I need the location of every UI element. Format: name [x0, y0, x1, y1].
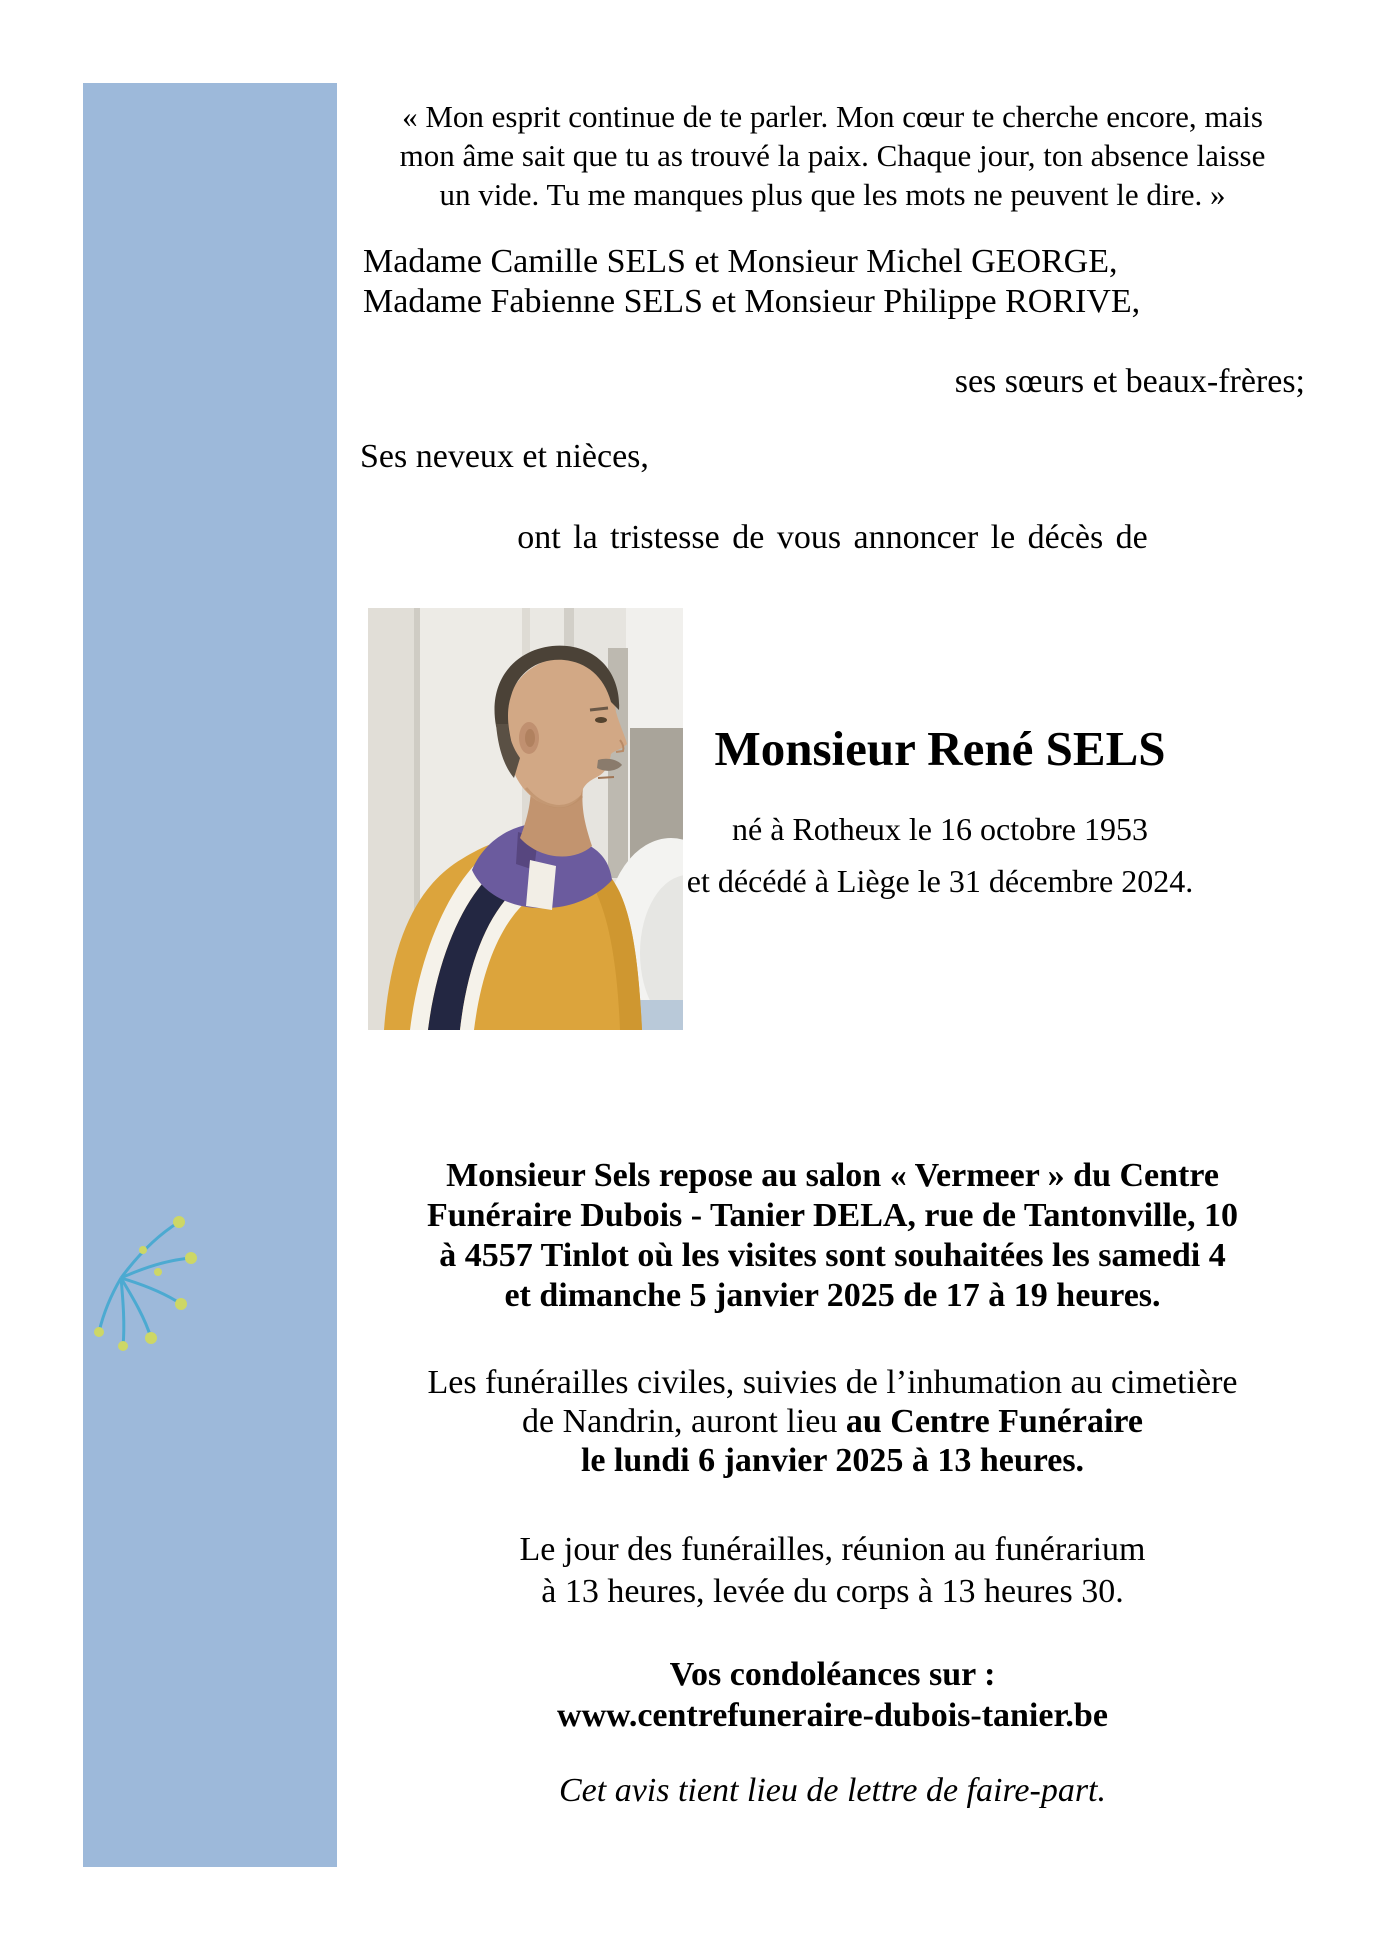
flower-stamens-graphic — [83, 1180, 233, 1370]
flower-bokeh-background — [83, 83, 337, 1867]
deceased-name: Monsieur René SELS — [714, 721, 1166, 776]
funeral-line — [360, 1402, 1305, 1441]
visitation-paragraph — [360, 1156, 1305, 1316]
flower-strip-image — [83, 83, 337, 1867]
gathering-line: Le jour des funérailles, réunion au funérarium — [519, 1531, 1146, 1568]
gathering-paragraph — [360, 1529, 1305, 1613]
condolences-label: Vos condoléances sur : — [669, 1656, 996, 1693]
funeral-line: Les funérailles civiles, suivies de l’inhumation au cimetière — [427, 1364, 1238, 1401]
family-name-line: Madame Camille SELS et Monsieur Michel GEORGE, — [363, 243, 1118, 280]
nephews-line: Ses neveux et nièces, — [360, 438, 649, 475]
condolences-block — [360, 1654, 1305, 1736]
quote-line: un vide. Tu me manques plus que les mots ne peuvent le dire. » — [439, 177, 1226, 212]
relation-line: ses sœurs et beaux-frères; — [954, 363, 1305, 400]
birth-line: né à Rotheux le 16 octobre 1953 — [732, 811, 1148, 847]
gathering-line: à 13 heures, levée du corps à 13 heures 30. — [541, 1573, 1124, 1610]
death-line: et décédé à Liège le 31 décembre 2024. — [686, 863, 1194, 899]
funeral-line-bold: au Centre Funéraire — [845, 1403, 1143, 1440]
family-names — [363, 242, 1308, 322]
quote-line: mon âme sait que tu as trouvé la paix. Chaque jour, ton absence laisse — [399, 138, 1266, 173]
condolences-website: www.centrefuneraire-dubois-tanier.be — [557, 1697, 1108, 1734]
visitation-line: à 4557 Tinlot où les visites sont souhaitées les samedi 4 — [439, 1237, 1226, 1274]
memorial-quote — [360, 97, 1305, 214]
visitation-line: Monsieur Sels repose au salon « Vermeer » du Centre — [446, 1157, 1219, 1194]
portrait-photo-graphic — [368, 608, 683, 1030]
visitation-line: et dimanche 5 janvier 2025 de 17 à 19 heures. — [504, 1277, 1161, 1314]
portrait-photo — [368, 608, 683, 1030]
family-name-line: Madame Fabienne SELS et Monsieur Philippe RORIVE, — [363, 283, 1141, 320]
funeral-line-regular: de Nandrin, auront lieu — [522, 1403, 846, 1440]
visitation-line: Funéraire Dubois - Tanier DELA, rue de Tantonville, 10 — [426, 1197, 1239, 1234]
announcement-line: ont la tristesse de vous annoncer le décès de — [517, 519, 1148, 556]
legal-notice: Cet avis tient lieu de lettre de faire-part. — [558, 1772, 1107, 1809]
funeral-line: le lundi 6 janvier 2025 à 13 heures. — [580, 1442, 1085, 1479]
quote-line: « Mon esprit continue de te parler. Mon cœur te cherche encore, mais — [402, 99, 1263, 134]
funeral-paragraph — [360, 1363, 1305, 1480]
